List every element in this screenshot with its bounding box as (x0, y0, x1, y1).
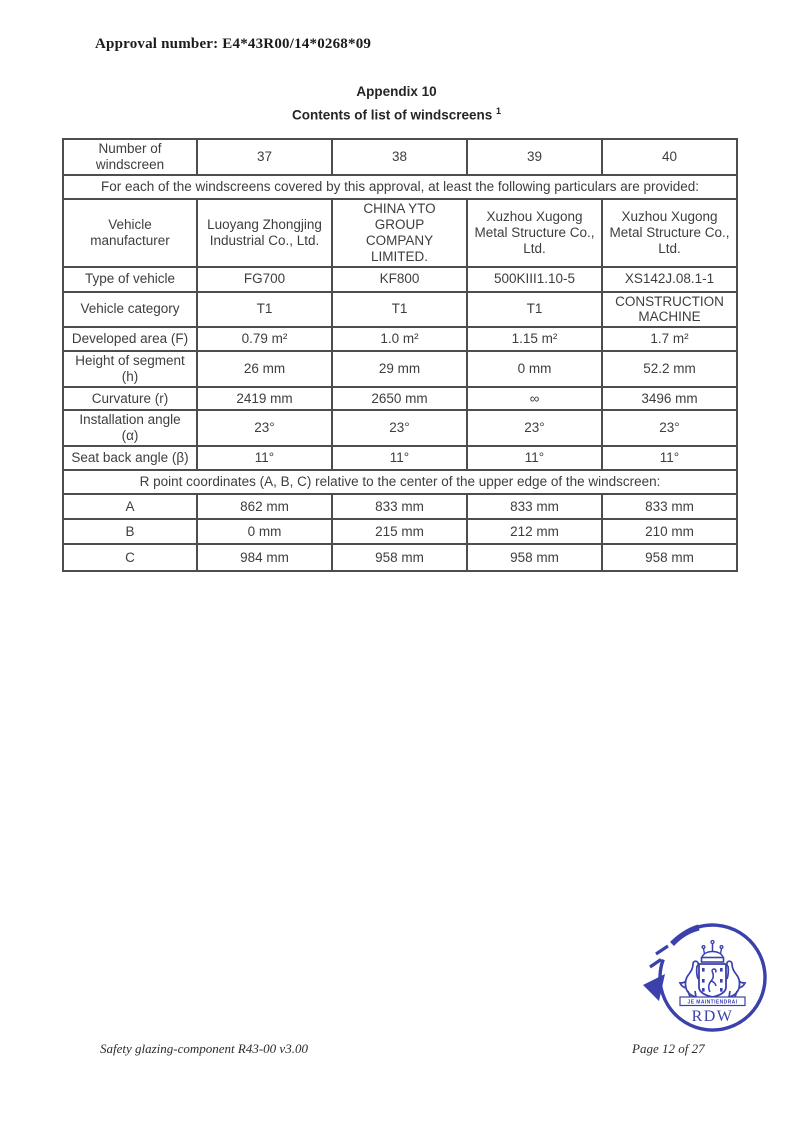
cell-value: 23° (197, 410, 332, 446)
contents-title-text: Contents of list of windscreens (291, 107, 493, 123)
table-row-manufacturer (63, 199, 737, 267)
row-label: A (63, 494, 197, 519)
cell-value: CHINA YTO GROUP COMPANY LIMITED. (332, 199, 467, 267)
cell-value: T1 (197, 292, 332, 328)
cell-value: 833 mm (467, 494, 602, 519)
row-label: Seat back angle (β) (63, 446, 197, 470)
cell-value: 1.7 m² (602, 327, 737, 351)
table-row-note (63, 175, 737, 199)
table-row-coord-b (63, 519, 737, 544)
cell-value: T1 (467, 292, 602, 328)
windscreen-number: 38 (332, 139, 467, 175)
cell-value: XS142J.08.1-1 (602, 267, 737, 292)
cell-value: 11° (602, 446, 737, 470)
windscreens-table (62, 138, 738, 572)
cell-value: Xuzhou Xugong Metal Structure Co., Ltd. (602, 199, 737, 267)
cell-value: 26 mm (197, 351, 332, 387)
cell-value: CONSTRUCTION MACHINE (602, 292, 737, 328)
contents-title (0, 106, 793, 123)
appendix-title: Appendix 10 (356, 84, 437, 99)
cell-value: 23° (332, 410, 467, 446)
cell-value: 833 mm (332, 494, 467, 519)
cell-value: 11° (467, 446, 602, 470)
footer-page-number: Page 12 of 27 (632, 1041, 705, 1056)
table-row-segment-height (63, 351, 737, 387)
table-row-coord-c (63, 544, 737, 571)
stamp-crown-icon (702, 941, 724, 963)
rpoint-note: R point coordinates (A, B, C) relative to the center of the upper edge of the windscreen: (63, 470, 737, 494)
row-label: Installation angle (α) (63, 410, 197, 446)
row-label: Height of segment (h) (63, 351, 197, 387)
cell-value: 210 mm (602, 519, 737, 544)
cell-value: 958 mm (467, 544, 602, 571)
cell-value: Xuzhou Xugong Metal Structure Co., Ltd. (467, 199, 602, 267)
cell-value: 833 mm (602, 494, 737, 519)
stamp-wedge-icon (643, 974, 665, 1001)
cell-value: 958 mm (602, 544, 737, 571)
row-label: Curvature (r) (63, 387, 197, 410)
stamp-swoosh-icon (670, 925, 700, 947)
windscreen-number: 39 (467, 139, 602, 175)
row-label: Developed area (F) (63, 327, 197, 351)
cell-value: 1.15 m² (467, 327, 602, 351)
table-row-rpoint-note (63, 470, 737, 494)
cell-value: 2650 mm (332, 387, 467, 410)
stamp-shield-icon (699, 964, 726, 997)
rdw-stamp-icon (638, 913, 793, 1040)
table-row-developed-area (63, 327, 737, 351)
cell-value: 2419 mm (197, 387, 332, 410)
stamp-lion-left-icon (680, 961, 698, 997)
cell-value: 1.0 m² (332, 327, 467, 351)
cell-value: 52.2 mm (602, 351, 737, 387)
windscreen-number: 37 (197, 139, 332, 175)
stamp-name: RDW (691, 1008, 734, 1025)
cell-value: 500KIII1.10-5 (467, 267, 602, 292)
cell-value: 11° (197, 446, 332, 470)
row-label: B (63, 519, 197, 544)
cell-value: 23° (602, 410, 737, 446)
table-row-coord-a (63, 494, 737, 519)
approval-number: Approval number: E4*43R00/14*0268*09 (95, 36, 372, 52)
cell-value: 23° (467, 410, 602, 446)
table-row-installation-angle (63, 410, 737, 446)
cell-value: ∞ (467, 387, 602, 410)
cell-value: 0.79 m² (197, 327, 332, 351)
table-row-header (63, 139, 737, 175)
footnote-reference: 1 (496, 106, 502, 116)
table-note: For each of the windscreens covered by this approval, at least the following particulars are provided: (63, 175, 737, 199)
row-label: Vehicle manufacturer (63, 199, 197, 267)
table-row-curvature (63, 387, 737, 410)
cell-value: 29 mm (332, 351, 467, 387)
cell-value: 984 mm (197, 544, 332, 571)
cell-value: 3496 mm (602, 387, 737, 410)
cell-value: 958 mm (332, 544, 467, 571)
table-row-category (63, 292, 737, 328)
cell-value: 0 mm (197, 519, 332, 544)
cell-value: T1 (332, 292, 467, 328)
row-label: Type of vehicle (63, 267, 197, 292)
cell-value: KF800 (332, 267, 467, 292)
row-label: Vehicle category (63, 292, 197, 328)
row-label: Number of windscreen (63, 139, 197, 175)
cell-value: FG700 (197, 267, 332, 292)
table-row-seat-back-angle (63, 446, 737, 470)
stamp-motto-banner (680, 997, 745, 1006)
cell-value: 0 mm (467, 351, 602, 387)
stamp-dash-icon (650, 960, 661, 968)
cell-value: 212 mm (467, 519, 602, 544)
cell-value: Luoyang Zhongjing Industrial Co., Ltd. (197, 199, 332, 267)
stamp-lion-right-icon (727, 961, 745, 997)
cell-value: 215 mm (332, 519, 467, 544)
cell-value: 862 mm (197, 494, 332, 519)
table-row-type (63, 267, 737, 292)
stamp-motto: JE MAINTIENDRAI (687, 999, 738, 1006)
stamp-dash-icon (656, 946, 668, 954)
cell-value: 11° (332, 446, 467, 470)
windscreen-number: 40 (602, 139, 737, 175)
row-label: C (63, 544, 197, 571)
footer-document-version: Safety glazing-component R43-00 v3.00 (100, 1041, 308, 1056)
